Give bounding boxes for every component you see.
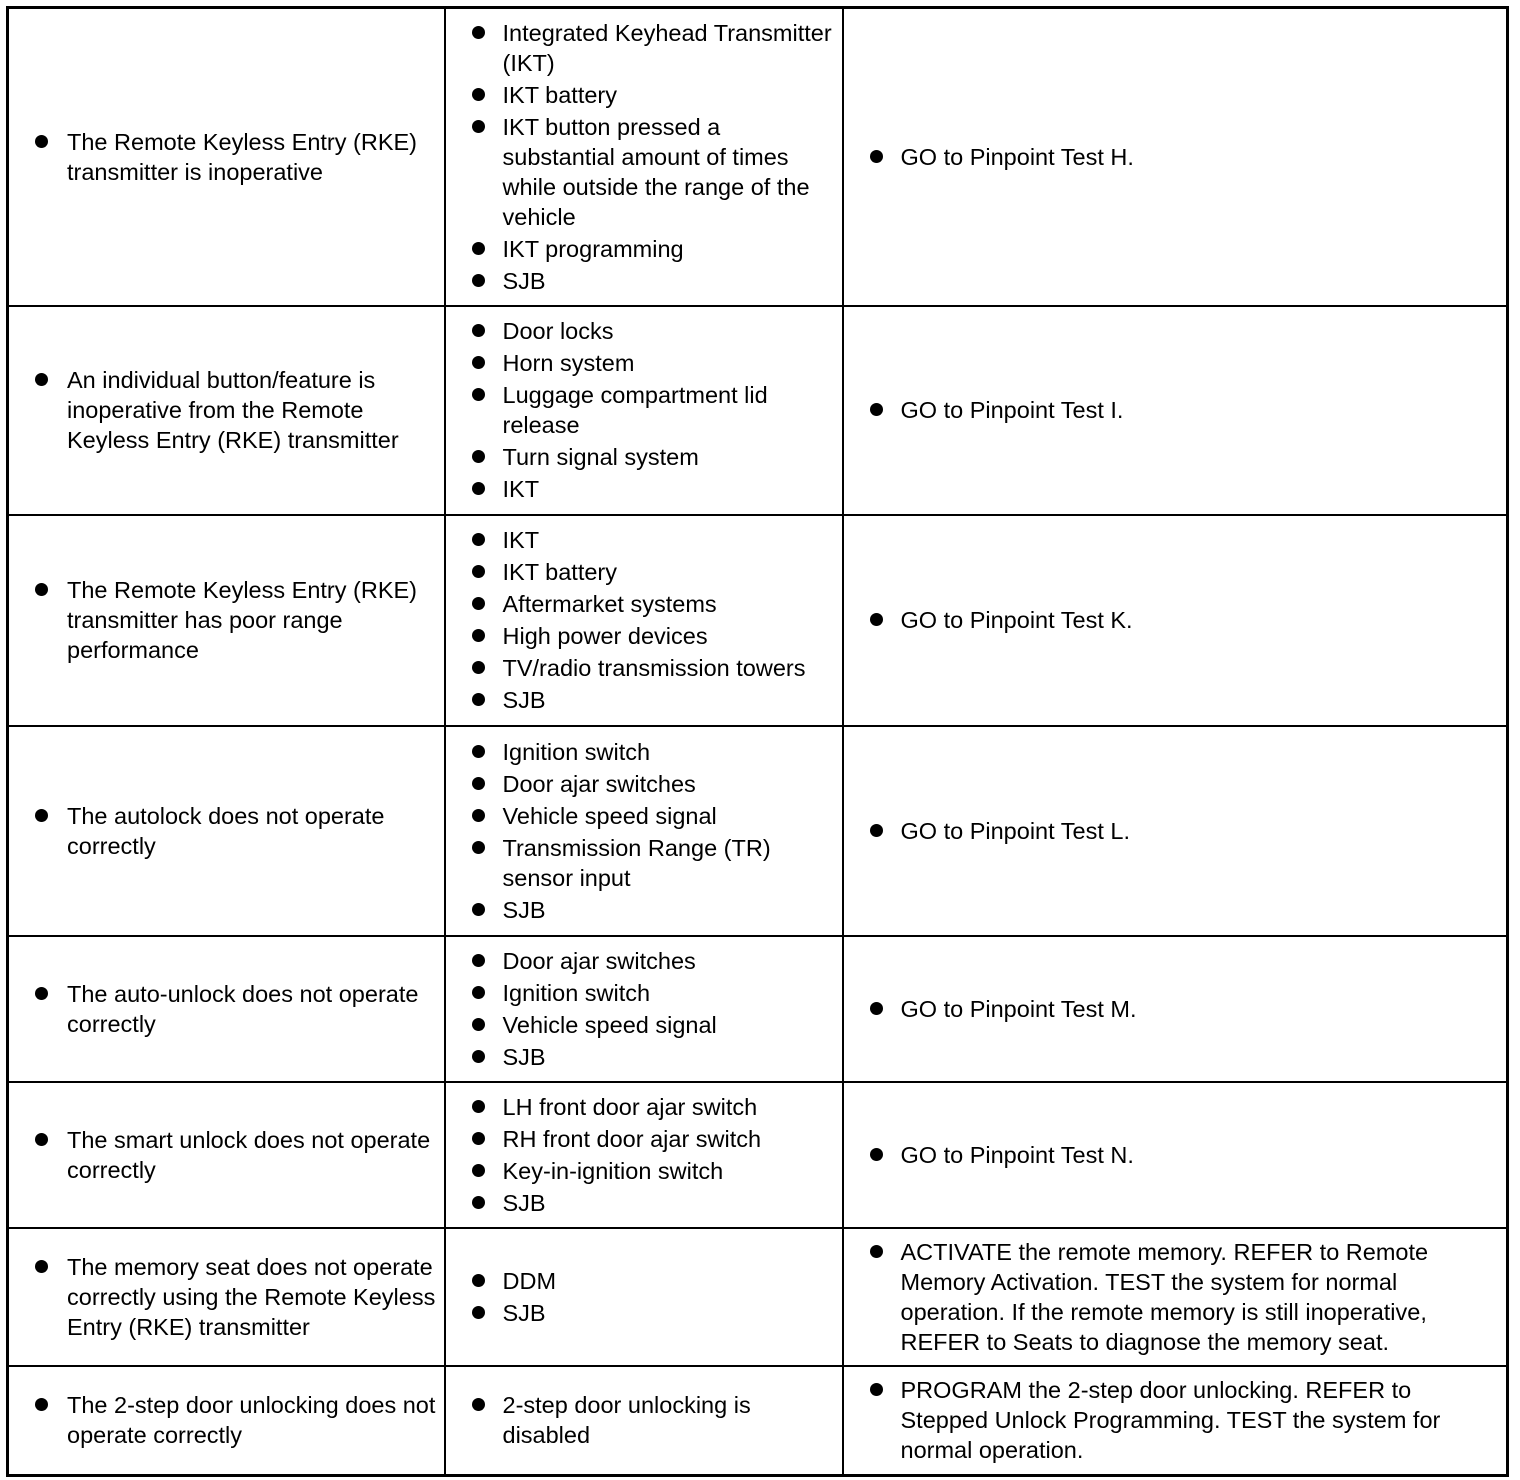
condition-cell xyxy=(8,1082,445,1228)
cause-item: SJB xyxy=(446,1042,834,1072)
cause-item: DDM xyxy=(446,1266,834,1296)
cause-item: Aftermarket systems xyxy=(446,589,834,619)
action-text: PROGRAM the 2-step door unlocking. REFER to Stepped Unlock Programming. TEST the system for normal operation. xyxy=(844,1375,1499,1465)
causes-cell xyxy=(445,936,843,1082)
cause-item: IKT xyxy=(446,525,834,555)
cause-item: IKT battery xyxy=(446,80,834,110)
cause-item: Vehicle speed signal xyxy=(446,1010,834,1040)
condition-text: The 2-step door unlocking does not operate correctly xyxy=(9,1390,436,1450)
condition-cell xyxy=(8,1228,445,1366)
cause-item: SJB xyxy=(446,266,834,296)
table-row xyxy=(8,8,1508,306)
table-row xyxy=(8,306,1508,515)
causes-cell xyxy=(445,515,843,726)
cause-item: IKT battery xyxy=(446,557,834,587)
condition-text: The Remote Keyless Entry (RKE) transmitter is inoperative xyxy=(9,127,436,187)
cause-item: SJB xyxy=(446,1188,834,1218)
condition-cell xyxy=(8,306,445,515)
table-row xyxy=(8,515,1508,726)
condition-text: The smart unlock does not operate correctly xyxy=(9,1125,436,1185)
condition-text: The memory seat does not operate correctly using the Remote Keyless Entry (RKE) transmitter xyxy=(9,1252,436,1342)
cause-item: 2-step door unlocking is disabled xyxy=(446,1390,834,1450)
action-text: GO to Pinpoint Test K. xyxy=(844,605,1499,635)
action-cell xyxy=(843,726,1508,936)
cause-item: LH front door ajar switch xyxy=(446,1092,834,1122)
cause-item: Luggage compartment lid release xyxy=(446,380,834,440)
cause-item: Key-in-ignition switch xyxy=(446,1156,834,1186)
action-cell xyxy=(843,936,1508,1082)
action-text: ACTIVATE the remote memory. REFER to Remote Memory Activation. TEST the system for normal operation. If the remote memory is still inoperative, REFER to Seats to diagnose the memory seat. xyxy=(844,1237,1499,1357)
causes-cell xyxy=(445,1082,843,1228)
cause-item: Door ajar switches xyxy=(446,946,834,976)
condition-text: The autolock does not operate correctly xyxy=(9,801,436,861)
cause-item: SJB xyxy=(446,1298,834,1328)
cause-item: SJB xyxy=(446,895,834,925)
cause-item: Integrated Keyhead Transmitter (IKT) xyxy=(446,18,834,78)
causes-cell xyxy=(445,306,843,515)
action-text: GO to Pinpoint Test M. xyxy=(844,994,1499,1024)
condition-cell xyxy=(8,8,445,306)
causes-cell xyxy=(445,8,843,306)
condition-text: The Remote Keyless Entry (RKE) transmitter has poor range performance xyxy=(9,575,436,665)
condition-cell xyxy=(8,1366,445,1476)
action-cell xyxy=(843,306,1508,515)
cause-item: IKT programming xyxy=(446,234,834,264)
cause-item: Horn system xyxy=(446,348,834,378)
cause-item: IKT button pressed a substantial amount of times while outside the range of the vehicle xyxy=(446,112,834,232)
action-text: GO to Pinpoint Test L. xyxy=(844,816,1499,846)
cause-item: Ignition switch xyxy=(446,737,834,767)
action-cell xyxy=(843,515,1508,726)
action-text: GO to Pinpoint Test I. xyxy=(844,395,1499,425)
condition-cell xyxy=(8,936,445,1082)
condition-text: An individual button/feature is inoperative from the Remote Keyless Entry (RKE) transmitter xyxy=(9,365,436,455)
causes-cell xyxy=(445,1366,843,1476)
action-text: GO to Pinpoint Test H. xyxy=(844,142,1499,172)
cause-item: Door locks xyxy=(446,316,834,346)
causes-cell xyxy=(445,726,843,936)
action-cell xyxy=(843,8,1508,306)
action-cell xyxy=(843,1366,1508,1476)
cause-item: High power devices xyxy=(446,621,834,651)
table-row xyxy=(8,726,1508,936)
cause-item: SJB xyxy=(446,685,834,715)
table-row xyxy=(8,1082,1508,1228)
table-row xyxy=(8,1228,1508,1366)
condition-cell xyxy=(8,726,445,936)
condition-cell xyxy=(8,515,445,726)
action-cell xyxy=(843,1082,1508,1228)
cause-item: Transmission Range (TR) sensor input xyxy=(446,833,834,893)
symptom-chart-table xyxy=(6,6,1509,1477)
cause-item: IKT xyxy=(446,474,834,504)
table-row xyxy=(8,936,1508,1082)
action-text: GO to Pinpoint Test N. xyxy=(844,1140,1499,1170)
cause-item: Vehicle speed signal xyxy=(446,801,834,831)
cause-item: TV/radio transmission towers xyxy=(446,653,834,683)
condition-text: The auto-unlock does not operate correctly xyxy=(9,979,436,1039)
cause-item: Ignition switch xyxy=(446,978,834,1008)
causes-cell xyxy=(445,1228,843,1366)
cause-item: Turn signal system xyxy=(446,442,834,472)
cause-item: Door ajar switches xyxy=(446,769,834,799)
table-row xyxy=(8,1366,1508,1476)
cause-item: RH front door ajar switch xyxy=(446,1124,834,1154)
action-cell xyxy=(843,1228,1508,1366)
